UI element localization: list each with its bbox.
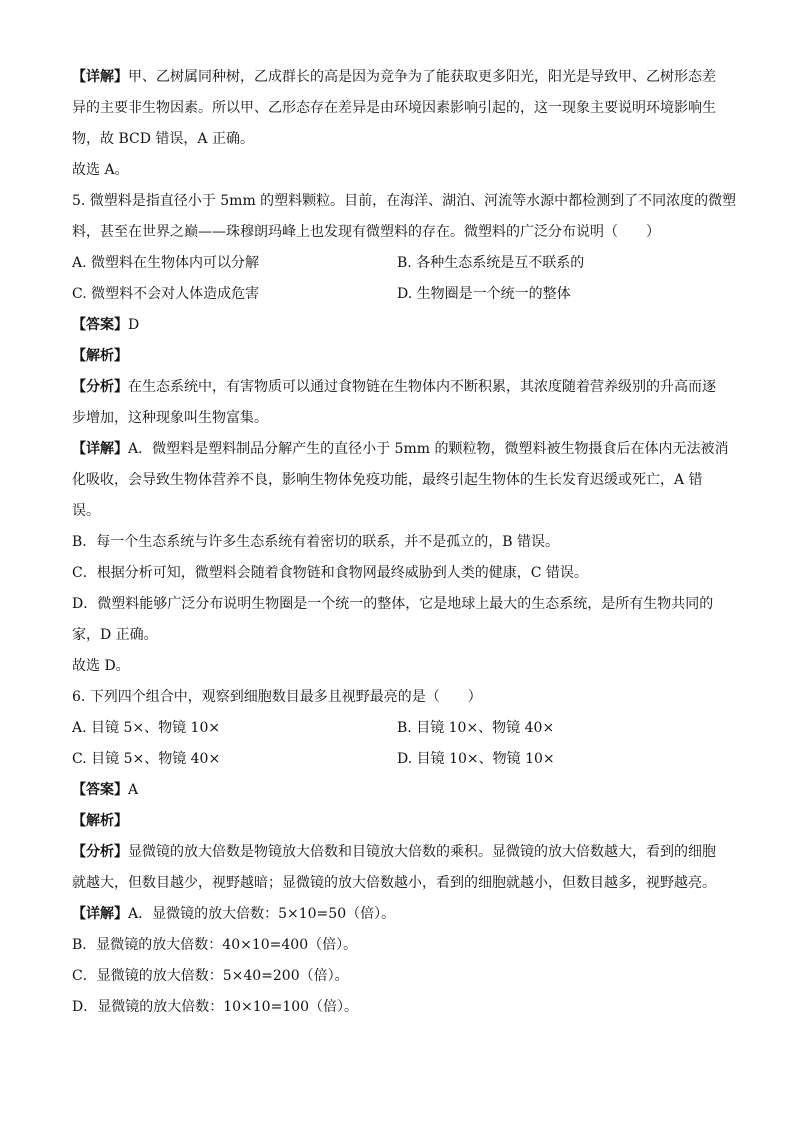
text-line: 【详解】A．微塑料是塑料制品分解产生的直径小于 5mm 的颗粒物，微塑料被生物摄食后在体内无法被消 (72, 441, 729, 457)
text-line: 【详解】甲、乙树属同种树，乙成群长的高是因为竞争为了能获取更多阳光，阳光是导致甲、乙树形态差 (72, 69, 716, 85)
options-row (72, 744, 722, 775)
answer-tag: 【答案】 (72, 782, 128, 798)
option-c: C. 微塑料不会对人体造成危害 (72, 286, 260, 302)
text-line: D．显微镜的放大倍数：10×10=100（倍）。 (72, 999, 359, 1015)
answer-tag: 【答案】 (72, 317, 128, 333)
detail-tag: 【详解】 (72, 906, 128, 922)
options-row (72, 279, 722, 310)
text-line: B．每一个生态系统与许多生态系统有着密切的联系，并不是孤立的，B 错误。 (72, 534, 560, 550)
option-d: D. 生物圈是一个统一的整体 (397, 286, 571, 302)
analysis-heading: 【解析】 (72, 813, 128, 829)
text-line: 【分析】显微镜的放大倍数是物镜放大倍数和目镜放大倍数的乘积。显微镜的放大倍数越大，看到的细胞 (72, 844, 716, 860)
option-b: B. 各种生态系统是互不联系的 (397, 255, 585, 271)
text-line: C．根据分析可知，微塑料会随着食物链和食物网最终威胁到人类的健康，C 错误。 (72, 565, 588, 581)
fenxi-tag: 【分析】 (72, 844, 128, 860)
text-line: 物，故 BCD 错误，A 正确。 (72, 131, 254, 147)
option-b: B. 目镜 10×、物镜 40× (397, 720, 555, 736)
text-line: B．显微镜的放大倍数：40×10=400（倍）。 (72, 937, 358, 953)
answer-value: D (128, 317, 140, 333)
text-line: 【详解】A．显微镜的放大倍数：5×10=50（倍）。 (72, 906, 396, 922)
text-line: 误。 (72, 503, 100, 519)
question-5-stem: 料，甚至在世界之巅——珠穆朗玛峰上也发现有微塑料的存在。微塑料的广泛分布说明（ ） (72, 224, 660, 240)
answer-line (72, 310, 722, 341)
detail-tag: 【详解】 (72, 441, 128, 457)
analysis-heading: 【解析】 (72, 348, 128, 364)
text-line: 异的主要非生物因素。所以甲、乙形态存在差异是由环境因素影响引起的，这一现象主要说明环境影响生 (72, 100, 716, 116)
text-line: C．显微镜的放大倍数：5×40=200（倍）。 (72, 968, 349, 984)
question-6-stem: 6. 下列四个组合中，观察到细胞数目最多且视野最亮的是（ ） (72, 689, 482, 705)
answer-line (72, 775, 722, 806)
text-line: 化吸收，会导致生物体营养不良，影响生物体免疫功能，最终引起生物体的生长发育迟缓或死亡，A 错 (72, 472, 703, 488)
options-row (72, 248, 722, 279)
choose-line: 故选 D。 (72, 658, 130, 674)
text-line: 步增加，这种现象叫生物富集。 (72, 410, 268, 426)
question-5-stem: 5. 微塑料是指直径小于 5mm 的塑料颗粒。目前，在海洋、湖泊、河流等水源中都检测到了不同浓度的微塑 (72, 193, 737, 209)
option-a: A. 微塑料在生物体内可以分解 (72, 255, 260, 271)
option-c: C. 目镜 5×、物镜 40× (72, 751, 221, 767)
option-d: D. 目镜 10×、物镜 10× (397, 751, 555, 767)
options-row (72, 713, 722, 744)
option-a: A. 目镜 5×、物镜 10× (72, 720, 221, 736)
text-line: 就越大，但数目越少，视野越暗；显微镜的放大倍数越小，看到的细胞就越小，但数目越多，视野越亮。 (72, 875, 716, 891)
fenxi-tag: 【分析】 (72, 379, 128, 395)
text-line: 家，D 正确。 (72, 627, 158, 643)
choose-line: 故选 A。 (72, 162, 129, 178)
detail-tag: 【详解】 (72, 69, 128, 85)
answer-value: A (128, 782, 139, 798)
text-line: D．微塑料能够广泛分布说明生物圈是一个统一的整体，它是地球上最大的生态系统，是所有生物共同的 (72, 596, 714, 612)
text-line: 【分析】在生态系统中，有害物质可以通过食物链在生物体内不断积累，其浓度随着营养级别的升高而逐 (72, 379, 716, 395)
document-page (72, 62, 737, 1023)
